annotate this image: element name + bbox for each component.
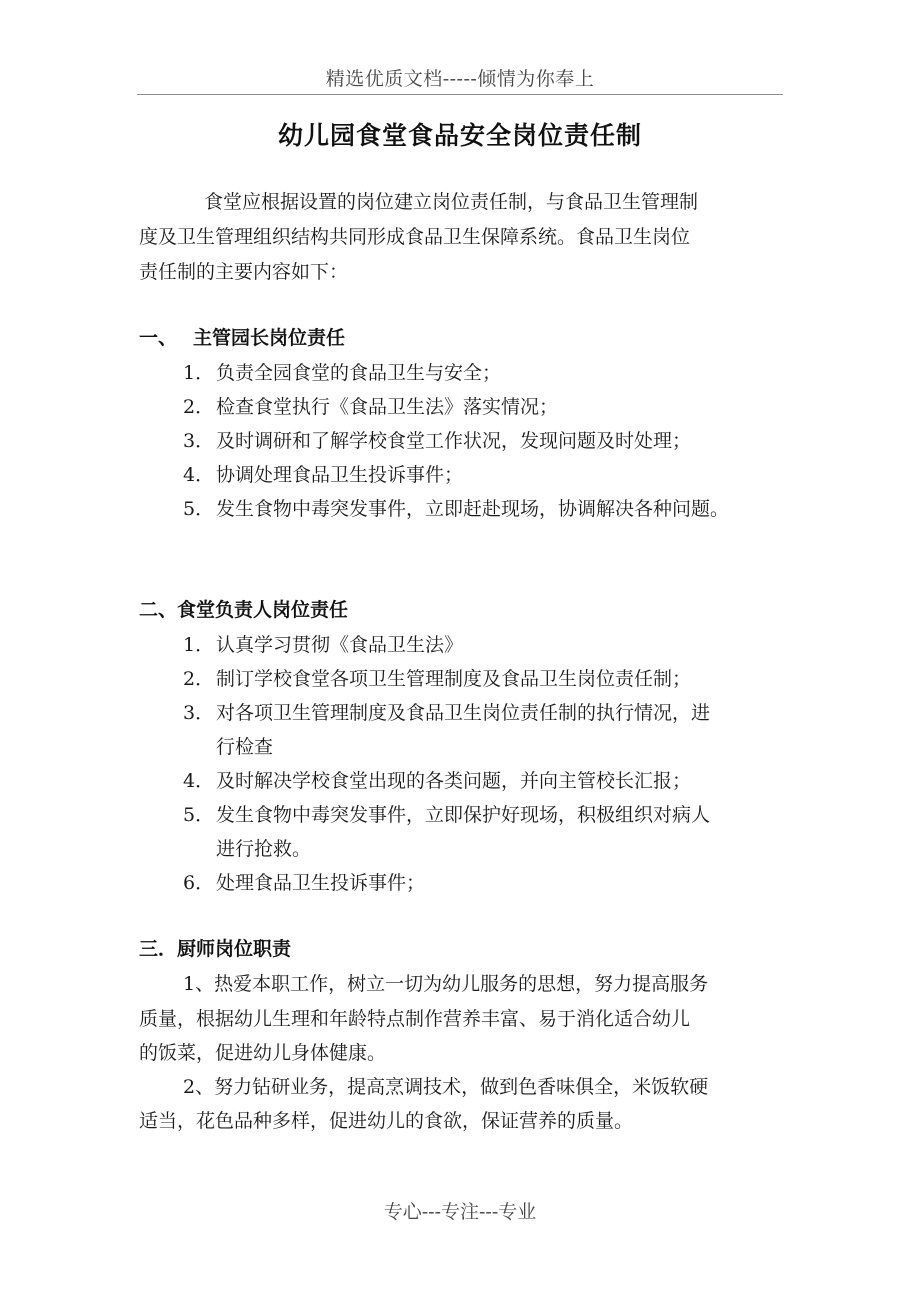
list-item-number: 1． [183,362,215,384]
list-item-number: 5． [183,498,215,520]
list-item [183,701,710,725]
list-item-text: 发生食物中毒突发事件，立即赶赴现场，协调解决各种问题。 [216,498,730,520]
list-item [183,769,691,793]
paragraph-line: 的饭菜，促进幼儿身体健康。 [139,1042,387,1064]
paragraph-line: 2、努力钻研业务，提高烹调技术，做到色香味俱全，米饭软硬 [183,1076,709,1098]
list-item [183,667,691,691]
list-item-text: 处理食品卫生投诉事件； [216,872,426,894]
paragraph-line: 质量，根据幼儿生理和年龄特点制作营养丰富、易于消化适合幼儿 [139,1008,691,1030]
list-item-text: 对各项卫生管理制度及食品卫生岗位责任制的执行情况，进 [216,702,711,724]
list-item-text: 负责全园食堂的食品卫生与安全； [216,362,502,384]
list-item-number: 6． [183,872,215,894]
list-item-text: 协调处理食品卫生投诉事件； [216,464,464,486]
section-1-heading: 主管园长岗位责任 [193,327,346,349]
header-divider [137,94,783,95]
list-item-number: 4． [183,770,215,792]
paragraph-line: 适当，花色品种多样，促进幼儿的食欲，保证营养的质量。 [139,1110,634,1132]
intro-line: 食堂应根据设置的岗位建立岗位责任制，与食品卫生管理制 [204,191,699,213]
list-item [183,429,691,453]
list-item [183,395,558,419]
list-item [183,361,501,385]
list-item-number: 2． [183,396,215,418]
section-2-heading: 二、食堂负责人岗位责任 [139,599,349,621]
list-item-number: 2． [183,668,215,690]
list-item-text: 及时调研和了解学校食堂工作状况，发现问题及时处理； [216,430,692,452]
document-title: 幼儿园食堂食品安全岗位责任制 [277,121,642,150]
list-item [183,497,729,521]
list-item-text: 及时解决学校食堂出现的各类问题，并向主管校长汇报； [216,770,692,792]
list-item-text: 制订学校食堂各项卫生管理制度及食品卫生岗位责任制； [216,668,692,690]
list-item-number: 1． [183,634,215,656]
page-header: 精选优质文档-----倾情为你奉上 [325,68,595,90]
list-item-number: 3． [183,430,215,452]
list-item [183,871,425,895]
list-item [183,463,463,487]
section-3-heading: 三．厨师岗位职责 [139,938,292,960]
list-item [183,803,710,827]
list-item [183,633,463,657]
list-item-number: 3． [183,702,215,724]
list-item-number: 5． [183,804,215,826]
section-1-heading-number: 一、 [139,327,178,349]
list-item-text: 检查食堂执行《食品卫生法》落实情况； [216,396,559,418]
list-item-continuation: 进行抢救。 [216,838,312,860]
paragraph-line: 1、热爱本职工作，树立一切为幼儿服务的思想，努力提高服务 [183,973,709,995]
page-footer: 专心---专注---专业 [383,1201,537,1223]
intro-line: 度及卫生管理组织结构共同形成食品卫生保障系统。食品卫生岗位 [139,226,691,248]
list-item-text: 认真学习贯彻《食品卫生法》 [216,634,464,656]
intro-line: 责任制的主要内容如下： [139,261,349,283]
list-item-text: 发生食物中毒突发事件，立即保护好现场，积极组织对病人 [216,804,711,826]
list-item-number: 4． [183,464,215,486]
list-item-continuation: 行检查 [216,736,274,758]
